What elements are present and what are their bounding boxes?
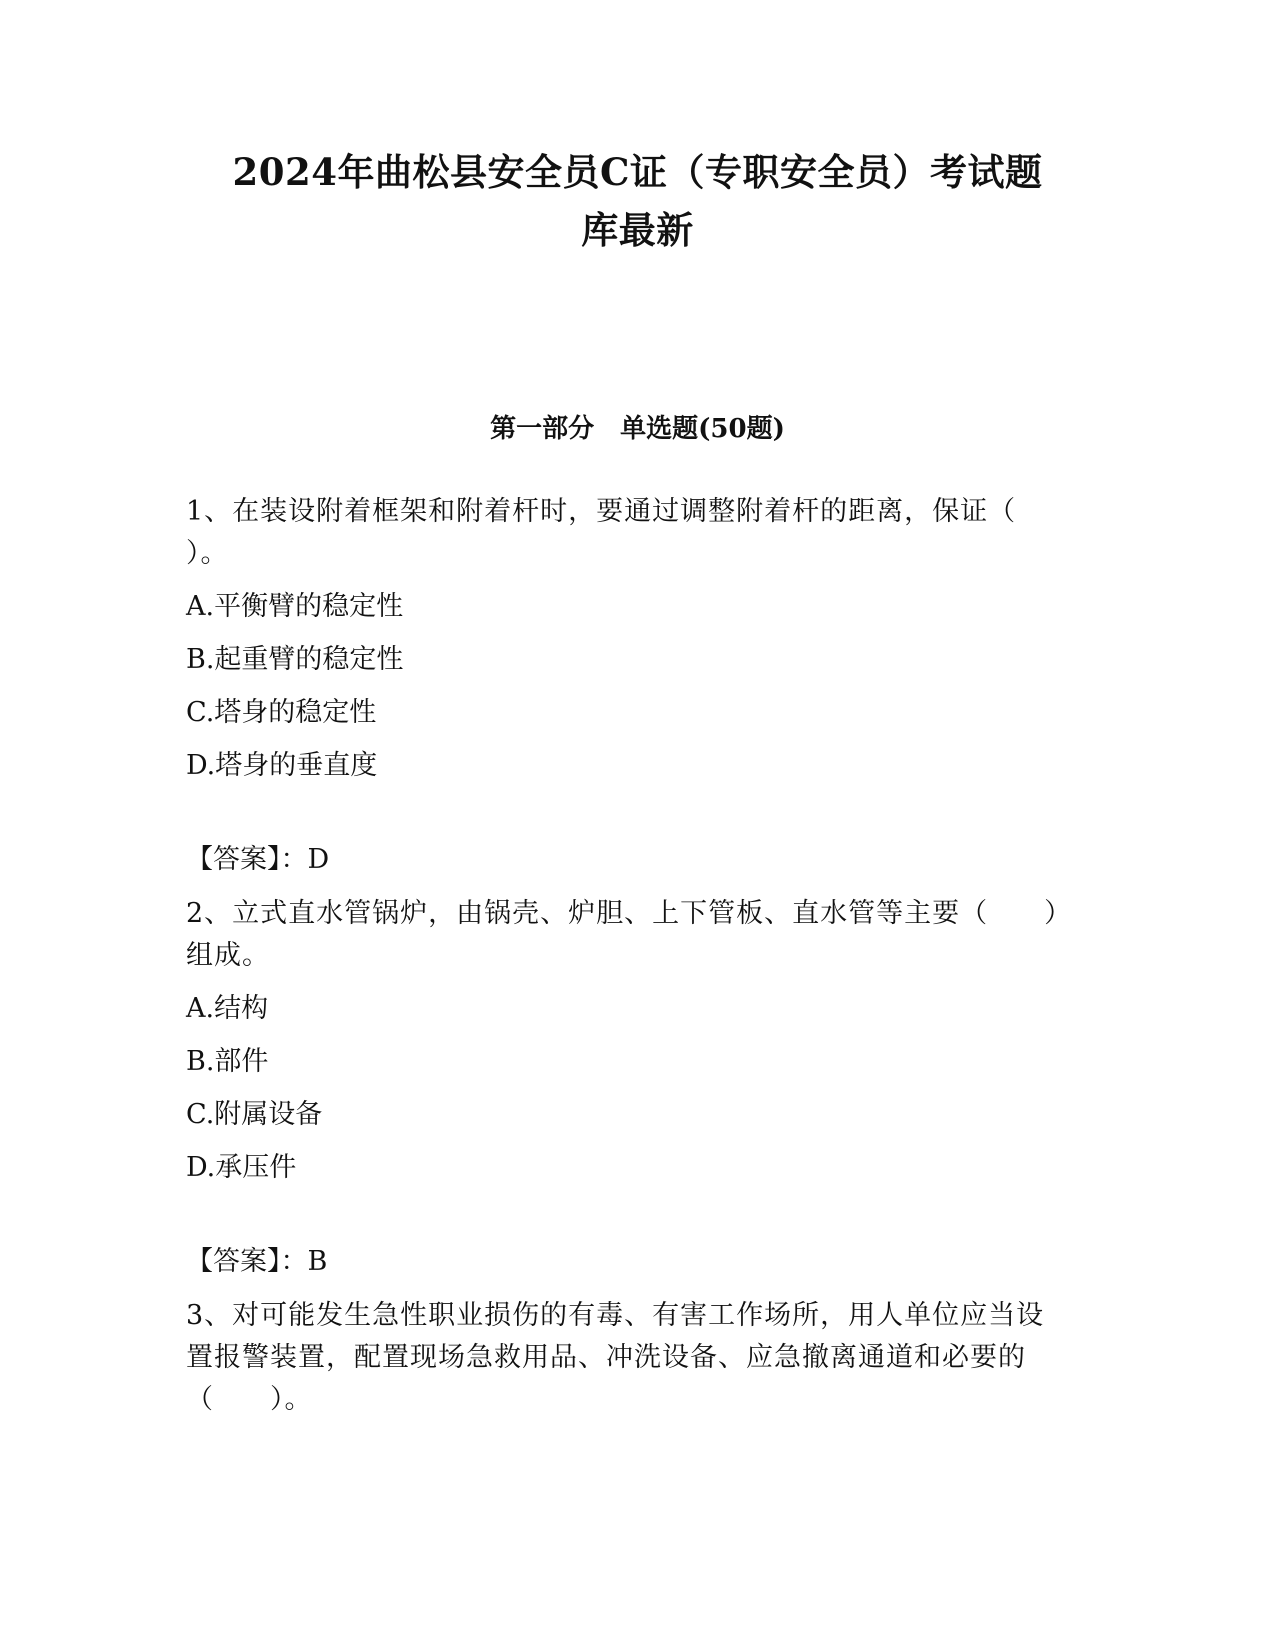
question-3-line-3: （ ）。 bbox=[186, 1384, 313, 1415]
question-2-option-d: D.承压件 bbox=[186, 1152, 297, 1183]
question-2-answer: 【答案】：B bbox=[186, 1246, 328, 1277]
question-2-line-1: 2、立式直水管锅炉，由锅壳、炉胆、上下管板、直水管等主要（ ） bbox=[186, 898, 1073, 929]
question-1-option-c: C.塔身的稳定性 bbox=[186, 697, 377, 728]
question-1-line-1: 1、在装设附着框架和附着杆时，要通过调整附着杆的距离，保证（ bbox=[186, 496, 1017, 527]
question-2-option-c: C.附属设备 bbox=[186, 1099, 323, 1130]
question-3-line-2: 置报警装置，配置现场急救用品、冲洗设备、应急撤离通道和必要的 bbox=[186, 1342, 1026, 1373]
question-1-line-2: ）。 bbox=[186, 538, 229, 569]
question-2-option-b: B.部件 bbox=[186, 1046, 269, 1077]
question-1-answer: 【答案】：D bbox=[186, 844, 330, 875]
title-line-2: 库最新 bbox=[581, 208, 694, 252]
question-2-option-a: A.结构 bbox=[186, 993, 269, 1024]
question-1-option-d: D.塔身的垂直度 bbox=[186, 750, 378, 781]
title-line-1: 2024年曲松县安全员C证（专职安全员）考试题 bbox=[232, 150, 1043, 194]
section-heading: 第一部分 单选题(50题) bbox=[490, 414, 785, 444]
question-1-option-a: A.平衡臂的稳定性 bbox=[186, 591, 404, 622]
question-1-option-b: B.起重臂的稳定性 bbox=[186, 644, 404, 675]
document-title bbox=[160, 143, 1115, 259]
question-2-line-2: 组成。 bbox=[186, 940, 270, 971]
question-3-line-1: 3、对可能发生急性职业损伤的有毒、有害工作场所，用人单位应当设 bbox=[186, 1300, 1045, 1331]
